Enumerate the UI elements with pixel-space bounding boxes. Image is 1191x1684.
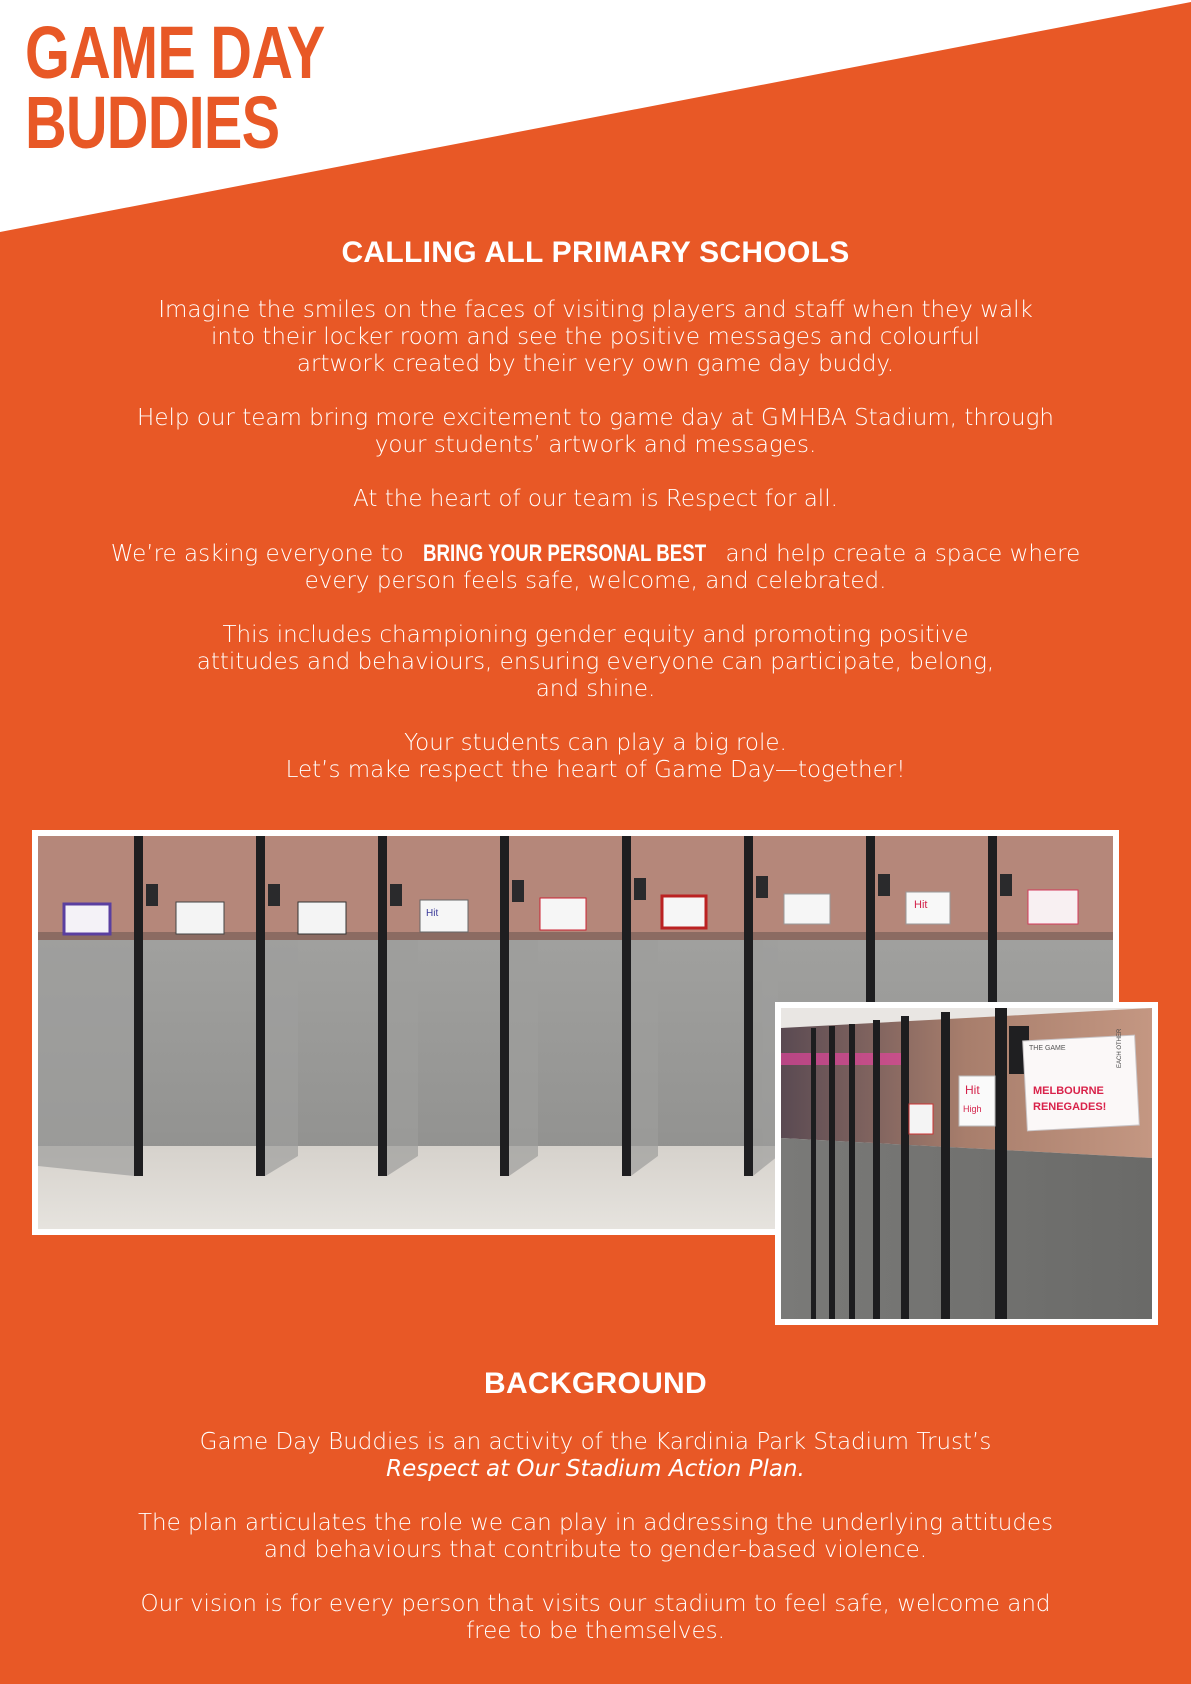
calling-p6-line-1: Your students can play a big role. <box>404 730 787 756</box>
calling-p4-line-1 <box>0 540 1191 568</box>
inset-sign-line-1: MELBOURNE <box>1033 1085 1104 1097</box>
inset-sign-line-2: RENEGADES! <box>1033 1101 1107 1113</box>
inset-sign-side-text: EACH OTHER <box>1117 1028 1123 1068</box>
calling-p2-line-1: Help our team bring more excitement to game day at GMHBA Stadium, through <box>137 405 1054 431</box>
brand-title-line-1: GAME DAY <box>25 11 325 94</box>
calling-paragraph-4 <box>0 540 1191 595</box>
inset-sign-top-text: THE GAME <box>1029 1045 1066 1052</box>
calling-p3-line-1: At the heart of our team is Respect for all. <box>353 486 838 512</box>
background-p3-line-2: free to be themselves. <box>466 1618 725 1644</box>
calling-body <box>0 297 1191 811</box>
brand-title <box>25 11 325 164</box>
calling-p4-pre: We’re asking everyone to <box>110 541 411 567</box>
background-p1-line-1: Game Day Buddies is an activity of the Kardinia Park Stadium Trust’s <box>199 1429 992 1455</box>
background-p2-line-2: and behaviours that contribute to gender-based violence. <box>263 1537 928 1563</box>
calling-paragraph-5 <box>0 622 1191 703</box>
background-paragraph-3 <box>0 1591 1191 1645</box>
calling-p1-line-3: artwork created by their very own game day buddy. <box>296 351 895 377</box>
background-p3-line-1: Our vision is for every person that visits our stadium to feel safe, welcome and <box>140 1591 1051 1617</box>
calling-p5-line-3: and shine. <box>535 676 656 702</box>
locker-closeup-photo <box>775 1002 1158 1325</box>
background-paragraph-2 <box>0 1510 1191 1564</box>
calling-paragraph-3 <box>0 486 1191 513</box>
inset-card-hit-label: Hit <box>965 1083 980 1097</box>
background-paragraph-1 <box>0 1429 1191 1483</box>
calling-paragraph-6 <box>0 730 1191 784</box>
main-card-hit-2: Hit <box>914 899 928 911</box>
calling-p1-line-1: Imagine the smiles on the faces of visiting players and staff when they walk <box>158 297 1033 323</box>
calling-p5-line-2: attitudes and behaviours, ensuring everyone can participate, belong, <box>196 649 995 675</box>
calling-paragraph-2 <box>0 405 1191 459</box>
background-p2-line-1: The plan articulates the role we can play in addressing the underlying attitudes <box>137 1510 1054 1536</box>
bring-your-personal-best-highlight: BRING YOUR PERSONAL BEST <box>422 540 707 567</box>
inset-artwork-card-hit <box>959 1076 995 1126</box>
calling-p6-line-2: Let’s make respect the heart of Game Day—together! <box>285 757 906 783</box>
main-card-hit-1: Hit <box>426 908 439 919</box>
calling-paragraph-1 <box>0 297 1191 378</box>
calling-p1-line-2: into their locker room and see the positive messages and colourful <box>210 324 981 350</box>
calling-p2-line-2: your students’ artwork and messages. <box>374 432 817 458</box>
inset-artwork-sign <box>1023 1028 1140 1131</box>
calling-p5-line-1: This includes championing gender equity and promoting positive <box>222 622 969 648</box>
brand-title-line-2: BUDDIES <box>25 81 280 164</box>
background-heading: BACKGROUND <box>484 1367 707 1400</box>
inset-card-high-label: High <box>963 1104 982 1114</box>
calling-p4-line-2: every person feels safe, welcome, and celebrated. <box>304 568 887 594</box>
action-plan-title: Respect at Our Stadium Action Plan. <box>386 1456 805 1482</box>
locker-closeup-illustration <box>781 1008 1152 1319</box>
calling-heading: CALLING ALL PRIMARY SCHOOLS <box>341 236 850 269</box>
background-body <box>0 1429 1191 1672</box>
calling-p4-post: and help create a space where <box>718 541 1081 567</box>
